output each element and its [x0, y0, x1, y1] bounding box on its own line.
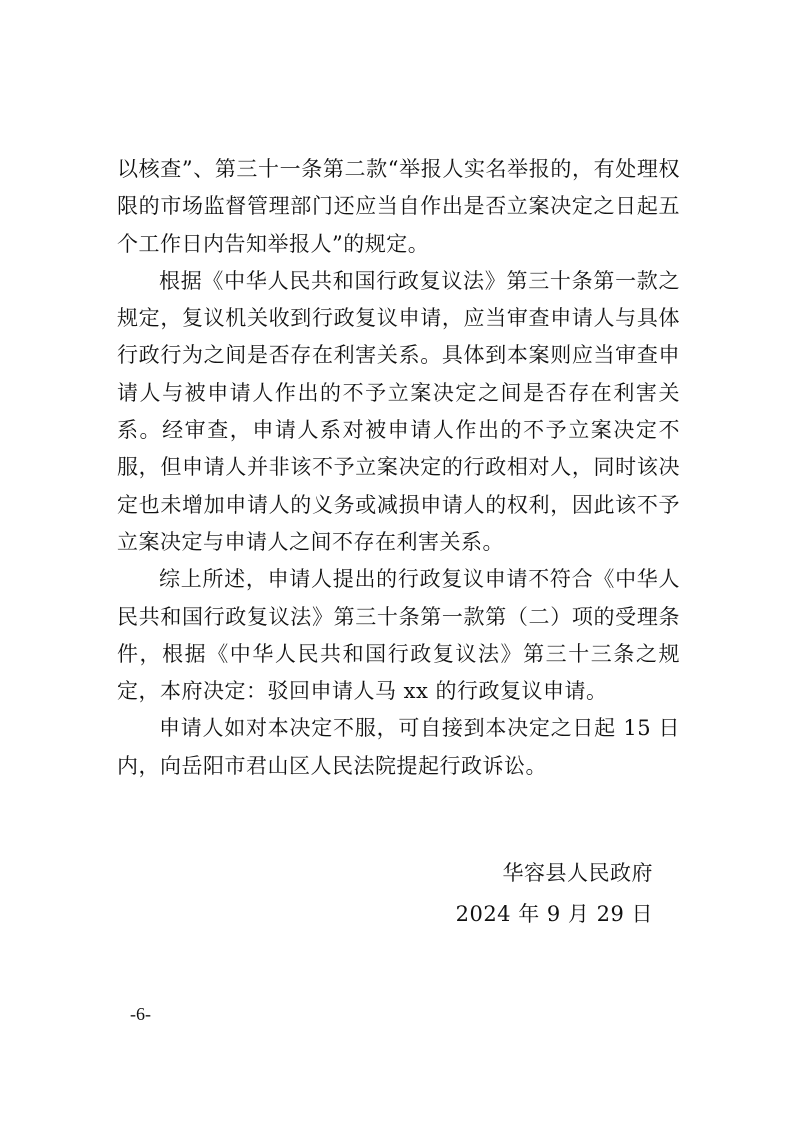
- signature-organization: 华容县人民政府: [502, 861, 653, 885]
- document-body: [117, 151, 680, 785]
- signature-date: 2024 年 9 月 29 日: [455, 902, 653, 926]
- paragraph-continuation: 以核查”、第三十一条第二款“举报人实名举报的，有处理权限的市场监督管理部门还应当自作出是否立案决定之日起五个工作日内告知举报人”的规定。: [117, 157, 680, 256]
- page-number: -6-: [130, 1004, 151, 1024]
- paragraph-appeal-notice: 申请人如对本决定不服，可自接到本决定之日起 15 日内，向岳阳市君山区人民法院提起行政诉讼。: [117, 716, 680, 778]
- paragraph-legal-basis: 根据《中华人民共和国行政复议法》第三十条第一款之规定，复议机关收到行政复议申请，应当审查申请人与具体行政行为之间是否存在利害关系。具体到本案则应当审查申请人与被申请人作出的不予立案决定之间是否存在利害关系。经审查，申请人系对被申请人作出的不予立案决定不服，但申请人并非该不予立案决定的行政相对人，同时该决定也未增加申请人的义务或减损申请人的权利，因此该不予立案决定与申请人之间不存在利害关系。: [117, 268, 680, 554]
- paragraph-conclusion: 综上所述，申请人提出的行政复议申请不符合《中华人民共和国行政复议法》第三十条第一款第（二）项的受理条件，根据《中华人民共和国行政复议法》第三十三条之规定，本府决定：驳回申请人马 xx 的行政复议申请。: [117, 567, 680, 704]
